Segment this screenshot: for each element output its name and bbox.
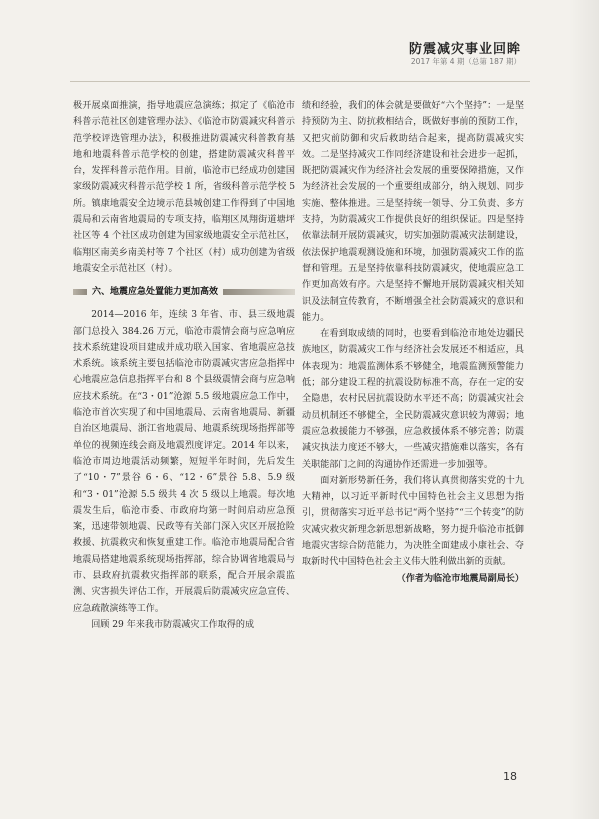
- heading-bar-left: [73, 289, 87, 295]
- issue-info: 2017 年第 4 期（总第 187 期）: [410, 57, 521, 66]
- right-column: [302, 98, 524, 587]
- paragraph-science-education: 极开展桌面推演，指导地震应急演练；拟定了《临沧市科普示范社区创建管理办法》、《临沧市防震减灾科普示范学校评选管理办法》，积极推进防震减灾科普教育基地和地震科普示范学校的创建，搭建防震减灾科普平台，发挥科普示范作用。目前，临沧市已经成功创建国家级防震减灾科普示范学校 1 所，省级科普示范学校 5 所。镇康地震安全边境示范县城创建工作得到了中国地震局和云南省地震局的专项支持，临翔区凤翔街道塘坪社区等 4 个社区成功创建为国家级地震安全示范社区，临翔区南美乡南美村等 7 个社区（村）成功创建为省级地震安全示范社区（村）。: [73, 101, 295, 274]
- page-number: 18: [503, 770, 517, 783]
- left-column: [73, 98, 295, 633]
- journal-column-title: 防震减灾事业回眸: [408, 42, 521, 57]
- paragraph-review-start: 回顾 29 年来我市防震减灾工作取得的成: [91, 619, 255, 630]
- paragraph-six-persistences: 绩和经验，我们的体会就是要做好“六个坚持”：一是坚持预防为主、防抗救相结合，既做好事前的预防工作，又把灾前防御和灾后救助结合起来，提高防震减灾实效。二是坚持减灾工作同经济建设和社会进步一起抓，既把防震减灾作为经济社会发展的重要保障措施，又作为经济社会发展的一个重要组成部分，纳入规划、同步实施、整体推进。三是坚持统一领导、分工负责、多方支持，为防震减灾工作提供良好的组织保证。四是坚持依靠法制开展防震减灾，切实加强防震减灾法制建设，依法保护地震观测设施和环境，加强防震减灾工作的监督和管理。五是坚持依靠科技防震减灾，使地震应急工作更加高效有序。六是坚持不懈地开展防震减灾相关知识及法制宣传教育，不断增强全社会防震减灾的意识和能力。: [302, 101, 524, 323]
- paragraph-outlook: 面对新形势新任务，我们将认真贯彻落实党的十九大精神，以习近平新时代中国特色社会主义思想为指引，贯彻落实习近平总书记“两个坚持”“三个转变”的防灾减灾救灾新理念新思想新战略，努力提升临沧市抵御地震灾害综合防范能力，为决胜全面建成小康社会、夺取新时代中国特色社会主义伟大胜利做出新的贡献。: [302, 475, 524, 568]
- paragraph-shortcomings: 在看到取成绩的同时，也要看到临沧市地处边疆民族地区，防震减灾工作与经济社会发展还不相适应，具体表现为：地震监测体系不够健全，地震监测预警能力低；部分建设工程的抗震设防标准不高，存在一定的安全隐患，农村民居抗震设防水平还不高；防震减灾社会动员机制还不够健全，全民防震减灾意识较为薄弱；地震应急救援能力不够强，应急救援体系不够完善；防震减灾执法力度还不够大，一些减灾措施难以落实，各有关职能部门之间的沟通协作还需进一步加强等。: [302, 329, 524, 470]
- section-heading: [73, 282, 295, 302]
- page-header: [0, 0, 599, 82]
- author-note: （作者为临沧市地震局副局长）: [396, 573, 524, 584]
- paragraph-emergency-response: 2014—2016 年，连续 3 年省、市、县三级地震部门总投入 384.26 万元，临沧市震情会商与应急响应技术系统建设项目建成并成功联入国家、省地震应急技术系统。该系统主要包括临沧市防震减灾害应急指挥中心地震应急信息指挥平台和 8 个县级震情会商与应急响应技术系统。在“3・01”沧源 5.5 级地震应急工作中，临沧市首次实现了和中国地震局、云南省地震局、新疆自治区地震局、浙江省地震局、地震系统现场指挥部等单位的视频连线会商及地震烈度评定。2014 年以来，临沧市周边地震活动频繁，短短半年时间，先后发生了“10・7”景谷 6・6、“12・6”景谷 5.8、5.9 级和“3・01”沧源 5.5 级共 4 次 5 级以上地震。每次地震发生后，临沧市委、市政府均第一时间启动应急预案，迅速带领地震、民政等有关部门深入灾区开展抢险救援、抗震救灾和恢复重建工作。临沧市地震局配合省地震局搭建地震系统现场指挥部，综合协调省地震局与市、县政府抗震救灾指挥部的联系，配合开展余震监测、灾害损失评估工作，开展震后防震减灾应急宣传、应急疏散演练等工作。: [73, 310, 295, 614]
- page-gutter-shadow: [569, 0, 599, 819]
- header-rule: [70, 81, 530, 82]
- heading-bar-right: [223, 289, 295, 295]
- section-heading-text: 六、地震应急处置能力更加高效: [92, 287, 219, 298]
